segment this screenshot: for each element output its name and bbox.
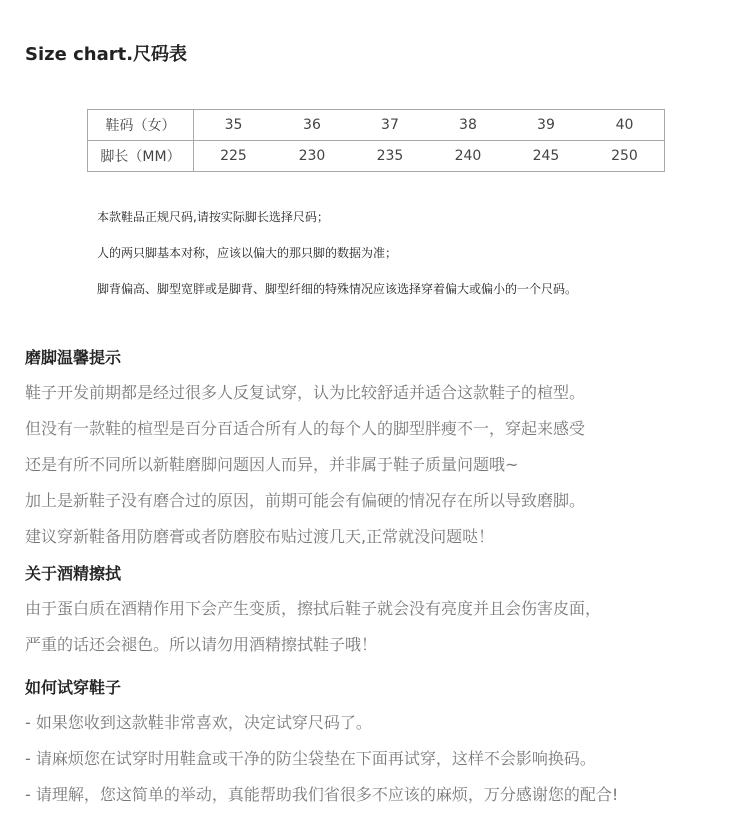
try-on-line: - 请理解，您这简单的举动，真能帮助我们省很多不应该的麻烦，万分感谢您的配合! bbox=[25, 785, 619, 804]
section-heading-try-on: 如何试穿鞋子 bbox=[25, 678, 122, 697]
size-note: 脚背偏高、脚型宽胖或是脚背、脚型纤细的特殊情况应该选择穿着偏大或偏小的一个尺码。 bbox=[97, 282, 578, 296]
foot-length-cell: 235 bbox=[351, 141, 429, 172]
alcohol-wipe-line: 由于蛋白质在酒精作用下会产生变质，擦拭后鞋子就会没有亮度并且会伤害皮面， bbox=[25, 599, 602, 618]
foot-length-cell: 225 bbox=[194, 141, 273, 172]
blister-tip-line: 加上是新鞋子没有磨合过的原因，前期可能会有偏硬的情况存在所以导致磨脚。 bbox=[25, 491, 586, 510]
shoe-size-cell: 39 bbox=[507, 110, 585, 141]
size-chart-title: Size chart.尺码表 bbox=[25, 44, 188, 65]
shoe-size-cell: 40 bbox=[585, 110, 665, 141]
size-note: 本款鞋品正规尺码,请按实际脚长选择尺码； bbox=[97, 210, 329, 224]
size-table bbox=[87, 109, 665, 172]
blister-tip-line: 还是有所不同所以新鞋磨脚问题因人而异，并非属于鞋子质量问题哦~ bbox=[25, 455, 519, 474]
foot-length-row bbox=[88, 141, 665, 172]
foot-length-cell: 245 bbox=[507, 141, 585, 172]
blister-tip-line: 建议穿新鞋备用防磨膏或者防磨胶布贴过渡几天,正常就没问题哒！ bbox=[25, 527, 495, 546]
shoe-size-cell: 37 bbox=[351, 110, 429, 141]
foot-length-header: 脚长（MM） bbox=[88, 141, 194, 172]
try-on-line: - 请麻烦您在试穿时用鞋盒或干净的防尘袋垫在下面再试穿，这样不会影响换码。 bbox=[25, 749, 596, 768]
section-heading-blister-tips: 磨脚温馨提示 bbox=[25, 348, 122, 367]
try-on-line: - 如果您收到这款鞋非常喜欢，决定试穿尺码了。 bbox=[25, 713, 372, 732]
size-note: 人的两只脚基本对称，应该以偏大的那只脚的数据为准； bbox=[97, 246, 398, 260]
foot-length-cell: 230 bbox=[273, 141, 351, 172]
shoe-size-cell: 35 bbox=[194, 110, 273, 141]
alcohol-wipe-line: 严重的话还会褪色。所以请勿用酒精擦拭鞋子哦！ bbox=[25, 635, 378, 654]
foot-length-cell: 250 bbox=[585, 141, 665, 172]
shoe-size-row bbox=[88, 110, 665, 141]
shoe-size-header: 鞋码（女） bbox=[88, 110, 194, 141]
section-heading-alcohol-wipe: 关于酒精擦拭 bbox=[25, 564, 122, 583]
shoe-size-cell: 36 bbox=[273, 110, 351, 141]
shoe-size-cell: 38 bbox=[429, 110, 507, 141]
foot-length-cell: 240 bbox=[429, 141, 507, 172]
blister-tip-line: 但没有一款鞋的楦型是百分百适合所有人的每个人的脚型胖瘦不一，穿起来感受 bbox=[25, 419, 586, 438]
blister-tip-line: 鞋子开发前期都是经过很多人反复试穿，认为比较舒适并适合这款鞋子的楦型。 bbox=[25, 383, 586, 402]
